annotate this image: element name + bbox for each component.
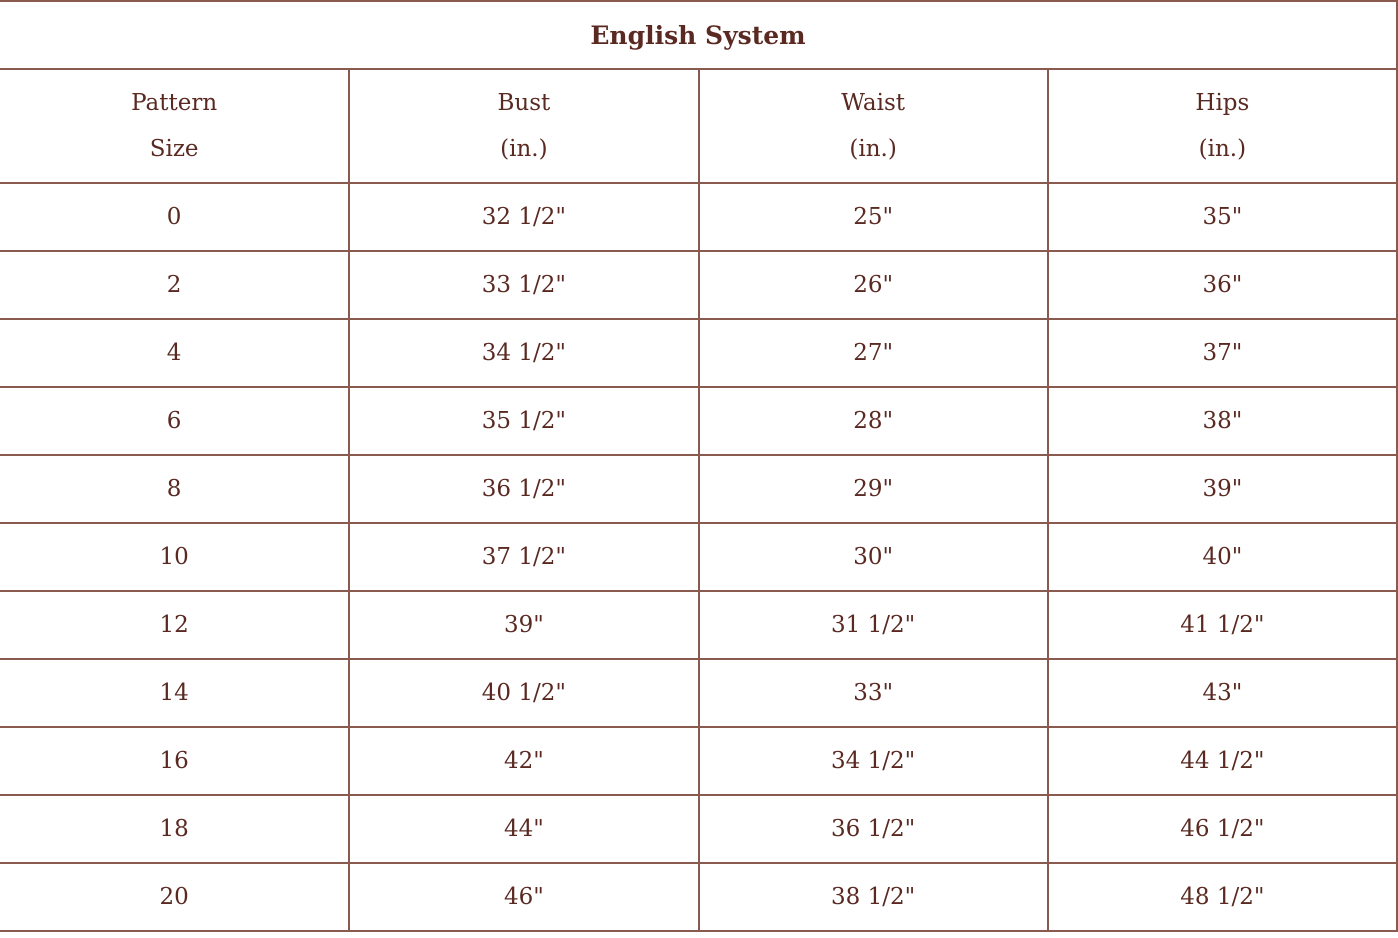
header-hips <box>1048 69 1397 183</box>
cell-waist: 36 1/2" <box>699 795 1048 863</box>
header-line: Pattern <box>131 90 218 116</box>
cell-waist: 33" <box>699 659 1048 727</box>
cell-waist: 34 1/2" <box>699 727 1048 795</box>
header-line: (in.) <box>849 136 897 162</box>
cell-bust: 46" <box>349 863 698 931</box>
table-row <box>0 319 1397 387</box>
cell-hips: 37" <box>1048 319 1397 387</box>
cell-bust: 40 1/2" <box>349 659 698 727</box>
table-row <box>0 727 1397 795</box>
cell-hips: 48 1/2" <box>1048 863 1397 931</box>
table-row <box>0 795 1397 863</box>
cell-waist: 28" <box>699 387 1048 455</box>
cell-hips: 36" <box>1048 251 1397 319</box>
cell-bust: 44" <box>349 795 698 863</box>
table-row <box>0 863 1397 931</box>
table-row <box>0 591 1397 659</box>
table-row <box>0 455 1397 523</box>
cell-hips: 44 1/2" <box>1048 727 1397 795</box>
cell-waist: 38 1/2" <box>699 863 1048 931</box>
cell-bust: 42" <box>349 727 698 795</box>
table-row <box>0 183 1397 251</box>
cell-pattern-size: 12 <box>0 591 349 659</box>
cell-bust: 36 1/2" <box>349 455 698 523</box>
cell-hips: 41 1/2" <box>1048 591 1397 659</box>
table-row <box>0 387 1397 455</box>
cell-bust: 32 1/2" <box>349 183 698 251</box>
cell-hips: 35" <box>1048 183 1397 251</box>
cell-waist: 25" <box>699 183 1048 251</box>
cell-pattern-size: 2 <box>0 251 349 319</box>
cell-bust: 34 1/2" <box>349 319 698 387</box>
cell-waist: 29" <box>699 455 1048 523</box>
cell-pattern-size: 16 <box>0 727 349 795</box>
cell-pattern-size: 6 <box>0 387 349 455</box>
header-line: Bust <box>497 90 551 116</box>
header-bust <box>349 69 698 183</box>
table-title: English System <box>0 1 1397 69</box>
cell-pattern-size: 10 <box>0 523 349 591</box>
table-title-row <box>0 1 1397 69</box>
header-line: Size <box>149 136 199 162</box>
header-line: Hips <box>1195 90 1250 116</box>
cell-pattern-size: 4 <box>0 319 349 387</box>
cell-hips: 39" <box>1048 455 1397 523</box>
header-pattern-size <box>0 69 349 183</box>
header-line: (in.) <box>500 136 548 162</box>
header-waist <box>699 69 1048 183</box>
table-row <box>0 523 1397 591</box>
table-header-row <box>0 69 1397 183</box>
cell-waist: 27" <box>699 319 1048 387</box>
header-line: (in.) <box>1198 136 1247 162</box>
table-row <box>0 251 1397 319</box>
cell-hips: 38" <box>1048 387 1397 455</box>
header-line: Waist <box>841 90 905 116</box>
cell-bust: 39" <box>349 591 698 659</box>
cell-waist: 31 1/2" <box>699 591 1048 659</box>
cell-hips: 43" <box>1048 659 1397 727</box>
cell-bust: 35 1/2" <box>349 387 698 455</box>
cell-bust: 37 1/2" <box>349 523 698 591</box>
cell-hips: 40" <box>1048 523 1397 591</box>
cell-pattern-size: 18 <box>0 795 349 863</box>
cell-pattern-size: 14 <box>0 659 349 727</box>
cell-pattern-size: 0 <box>0 183 349 251</box>
cell-hips: 46 1/2" <box>1048 795 1397 863</box>
cell-bust: 33 1/2" <box>349 251 698 319</box>
cell-pattern-size: 8 <box>0 455 349 523</box>
cell-pattern-size: 20 <box>0 863 349 931</box>
cell-waist: 26" <box>699 251 1048 319</box>
table-row <box>0 659 1397 727</box>
cell-waist: 30" <box>699 523 1048 591</box>
